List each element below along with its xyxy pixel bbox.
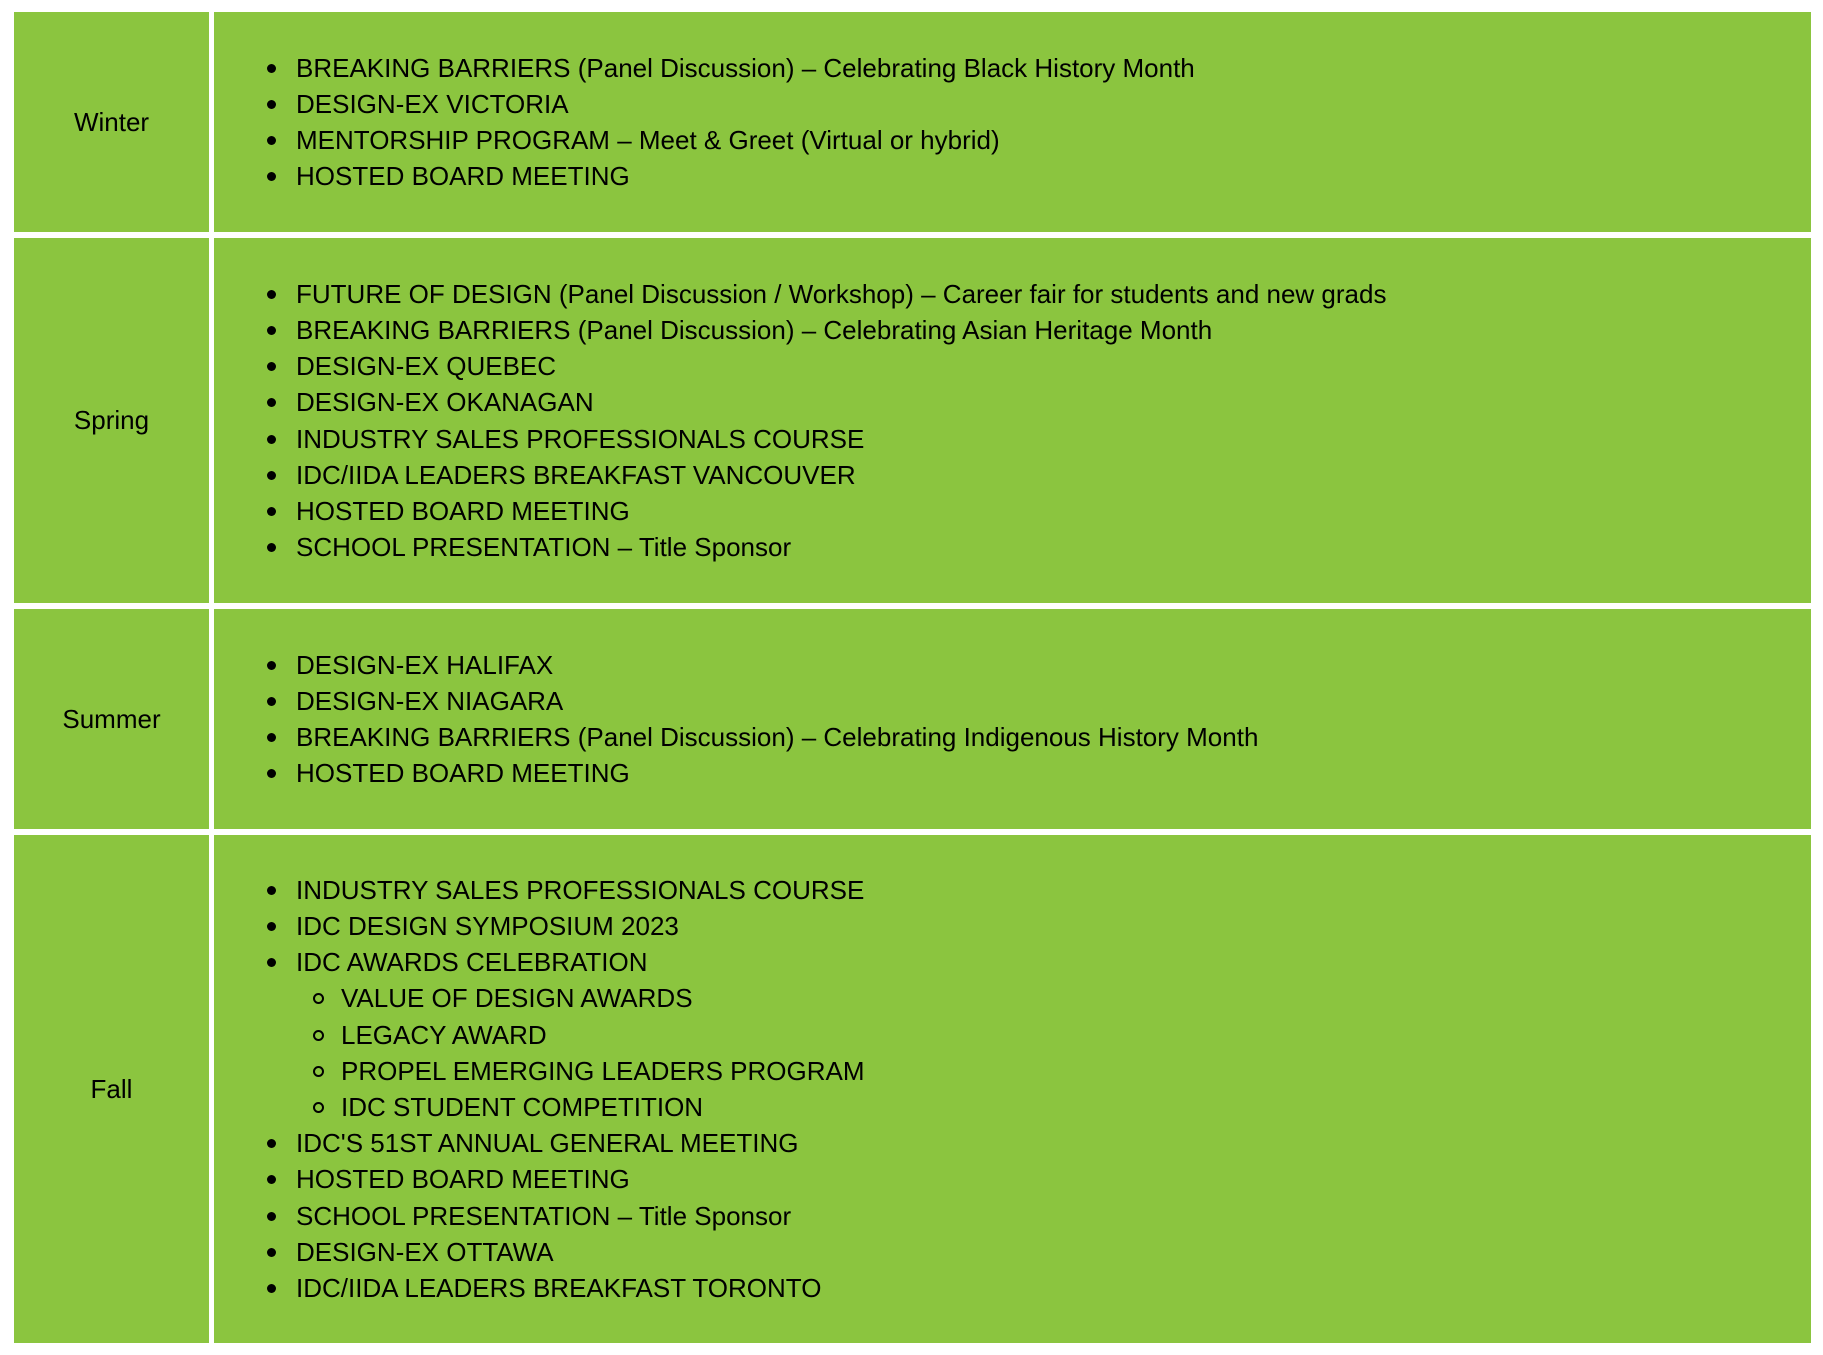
season-events (214, 238, 1811, 603)
event-item: IDC DESIGN SYMPOSIUM 2023 (296, 908, 1811, 944)
event-item: HOSTED BOARD MEETING (296, 158, 1811, 194)
event-list (214, 647, 1811, 792)
event-item: IDC/IIDA LEADERS BREAKFAST VANCOUVER (296, 457, 1811, 493)
season-events (214, 12, 1811, 232)
event-item: DESIGN-EX VICTORIA (296, 86, 1811, 122)
event-item: SCHOOL PRESENTATION – Title Sponsor (296, 1198, 1811, 1234)
sub-event-item: LEGACY AWARD (296, 1017, 1811, 1053)
event-item: DESIGN-EX OTTAWA (296, 1234, 1811, 1270)
event-item: DESIGN-EX HALIFAX (296, 647, 1811, 683)
event-item: DESIGN-EX NIAGARA (296, 683, 1811, 719)
event-item: IDC'S 51ST ANNUAL GENERAL MEETING (296, 1125, 1811, 1161)
sub-event-item: IDC STUDENT COMPETITION (296, 1089, 1811, 1125)
event-list (214, 50, 1811, 195)
season-events-table (14, 12, 1811, 1349)
event-item: DESIGN-EX OKANAGAN (296, 384, 1811, 420)
season-row-fall (14, 835, 1811, 1343)
event-item: SCHOOL PRESENTATION – Title Sponsor (296, 529, 1811, 565)
event-item: BREAKING BARRIERS (Panel Discussion) – Celebrating Indigenous History Month (296, 719, 1811, 755)
event-item: HOSTED BOARD MEETING (296, 493, 1811, 529)
season-row-summer (14, 609, 1811, 829)
event-item: MENTORSHIP PROGRAM – Meet & Greet (Virtual or hybrid) (296, 122, 1811, 158)
event-item: FUTURE OF DESIGN (Panel Discussion / Workshop) – Career fair for students and new grads (296, 276, 1811, 312)
season-label: Winter (14, 12, 209, 232)
event-item: IDC/IIDA LEADERS BREAKFAST TORONTO (296, 1270, 1811, 1306)
event-item: HOSTED BOARD MEETING (296, 755, 1811, 791)
season-label: Summer (14, 609, 209, 829)
event-item: INDUSTRY SALES PROFESSIONALS COURSE (296, 872, 1811, 908)
event-item: IDC AWARDS CELEBRATION (296, 944, 1811, 980)
event-item: BREAKING BARRIERS (Panel Discussion) – Celebrating Asian Heritage Month (296, 312, 1811, 348)
season-row-winter (14, 12, 1811, 232)
event-item: INDUSTRY SALES PROFESSIONALS COURSE (296, 421, 1811, 457)
season-label: Spring (14, 238, 209, 603)
sub-event-item: VALUE OF DESIGN AWARDS (296, 980, 1811, 1016)
season-label: Fall (14, 835, 209, 1343)
sub-event-item: PROPEL EMERGING LEADERS PROGRAM (296, 1053, 1811, 1089)
event-list (214, 872, 1811, 1306)
season-row-spring (14, 238, 1811, 603)
event-list (214, 276, 1811, 566)
event-item: HOSTED BOARD MEETING (296, 1161, 1811, 1197)
event-item: BREAKING BARRIERS (Panel Discussion) – Celebrating Black History Month (296, 50, 1811, 86)
season-events (214, 609, 1811, 829)
event-item: DESIGN-EX QUEBEC (296, 348, 1811, 384)
season-events (214, 835, 1811, 1343)
